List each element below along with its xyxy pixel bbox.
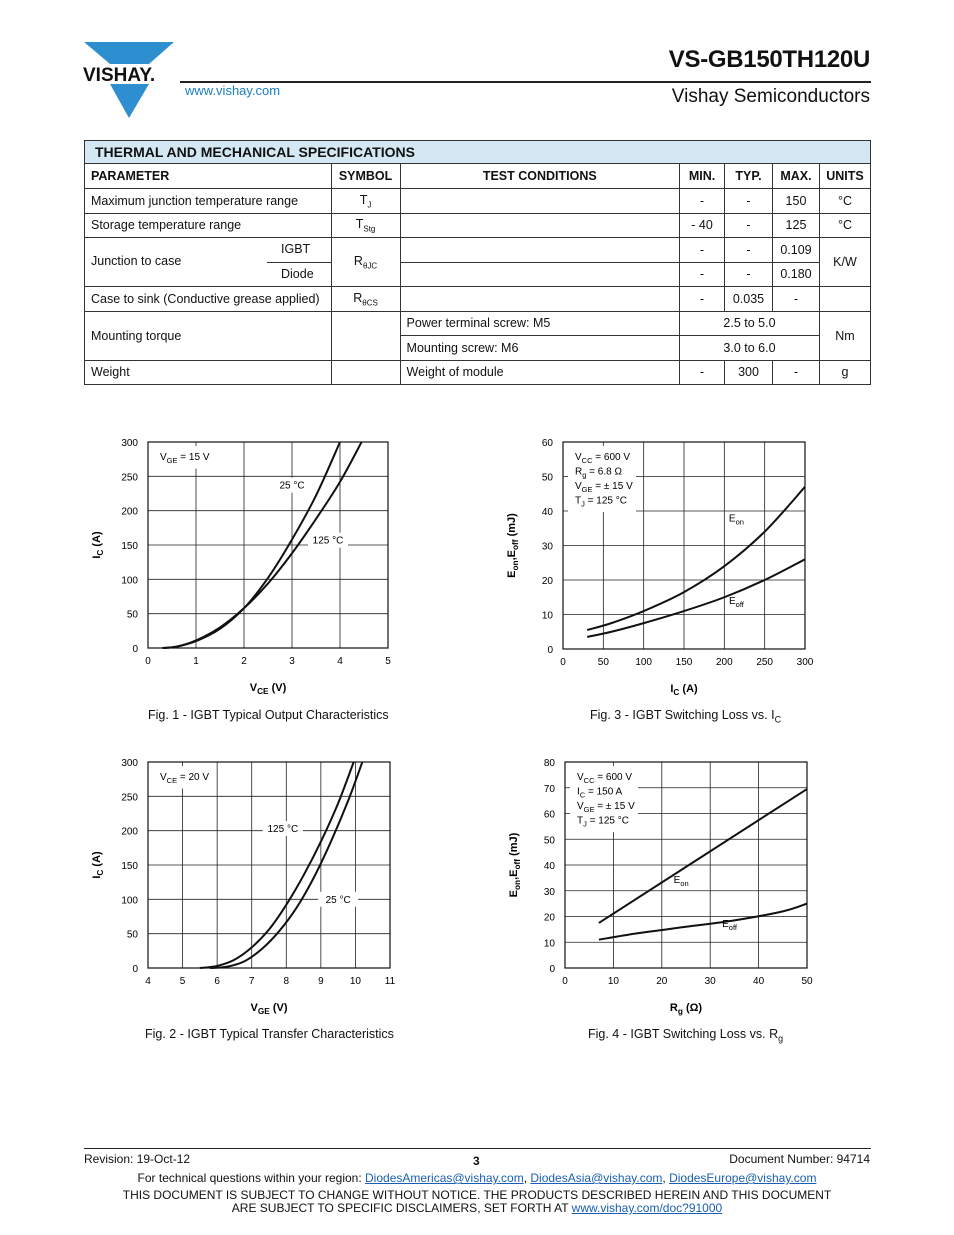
y-tick-label: 30 bbox=[541, 541, 553, 553]
value-cell: 2.5 to 5.0 bbox=[680, 311, 820, 336]
y-tick-label: 250 bbox=[121, 472, 138, 484]
x-tick-label: 7 bbox=[248, 976, 255, 987]
x-tick-label: 0 bbox=[145, 656, 151, 667]
series-label: $E_{on}$ bbox=[673, 875, 689, 889]
disclaimer-line-2: ARE SUBJECT TO SPECIFIC DISCLAIMERS, SET FORTH AT www.vishay.com/doc?91000 bbox=[231, 1201, 723, 1215]
page-number: 3 bbox=[473, 1154, 480, 1168]
x-tick-label: 4 bbox=[145, 976, 151, 987]
logo-text: VISHAY. bbox=[83, 65, 156, 86]
unit-cell: °C bbox=[819, 213, 870, 238]
fig3-switching-loss-ic-chart bbox=[490, 430, 830, 700]
disclaimer-line-1: THIS DOCUMENT IS SUBJECT TO CHANGE WITHOUT NOTICE. THE PRODUCTS DESCRIBED HEREIN AND THIS DOCUMENT bbox=[122, 1188, 832, 1202]
sub-diode: Diode bbox=[281, 267, 314, 281]
annotation-line: $V_{CC} = 600$ V bbox=[577, 772, 633, 785]
fig4-caption: Fig. 4 - IGBT Switching Loss vs. $R_g$ bbox=[588, 1027, 784, 1044]
typ-cell: 300 bbox=[725, 360, 773, 385]
y-tick-label: 200 bbox=[121, 826, 138, 838]
value-cell: 3.0 to 6.0 bbox=[680, 336, 820, 361]
footer-rule bbox=[84, 1148, 871, 1149]
max-cell: - bbox=[772, 287, 819, 312]
grid bbox=[148, 442, 388, 648]
y-tick-label: 60 bbox=[541, 438, 553, 449]
y-tick-label: 0 bbox=[132, 964, 138, 975]
fig1-output-characteristics-chart bbox=[80, 430, 420, 700]
x-tick-label: 0 bbox=[562, 976, 568, 987]
typ-cell: - bbox=[725, 262, 773, 287]
x-tick-label: 10 bbox=[607, 976, 619, 987]
y-tick-label: 50 bbox=[126, 609, 138, 621]
annotation-line: $T_J = 125$ °C bbox=[577, 815, 629, 829]
y-tick-label: 300 bbox=[121, 758, 138, 769]
x-tick-label: 1 bbox=[193, 656, 199, 667]
fig3-caption: Fig. 3 - IGBT Switching Loss vs. $I_C$ bbox=[590, 708, 782, 725]
fig2-transfer-characteristics-chart bbox=[80, 752, 420, 1022]
x-tick-label: 50 bbox=[801, 976, 813, 987]
cond-cell: Power terminal screw: M5 bbox=[400, 311, 679, 336]
cond-cell: Weight of module bbox=[400, 360, 679, 385]
x-tick-label: 100 bbox=[635, 657, 653, 668]
col-header: TEST CONDITIONS bbox=[400, 164, 679, 189]
y-tick-label: 0 bbox=[547, 645, 553, 656]
min-cell: - 40 bbox=[680, 213, 725, 238]
y-axis-label: $E_{on},E_{off}$ (mJ) bbox=[508, 832, 522, 898]
x-axis-label: $I_C$ (A) bbox=[670, 683, 698, 697]
param-cell: Maximum junction temperature range bbox=[85, 189, 332, 214]
y-tick-label: 80 bbox=[543, 758, 555, 769]
y-tick-label: 300 bbox=[121, 438, 138, 449]
fig4-switching-loss-rg-chart bbox=[490, 752, 830, 1022]
y-tick-label: 0 bbox=[549, 964, 555, 975]
unit-cell: K/W bbox=[819, 238, 870, 287]
series-label: 25 °C bbox=[279, 480, 305, 492]
series-line-eoff bbox=[599, 904, 807, 940]
min-cell: - bbox=[680, 238, 725, 263]
table-row bbox=[85, 311, 871, 336]
y-tick-label: 100 bbox=[121, 575, 138, 587]
x-tick-label: 50 bbox=[597, 657, 609, 668]
param-cell: Case to sink (Conductive grease applied) bbox=[85, 287, 332, 312]
x-tick-label: 11 bbox=[384, 976, 396, 987]
unit-cell: °C bbox=[819, 189, 870, 214]
max-cell: 0.180 bbox=[772, 262, 819, 287]
email-americas-link[interactable]: DiodesAmericas@vishay.com bbox=[365, 1171, 524, 1185]
annotation-line: $V_{CC} = 600$ V bbox=[575, 452, 631, 465]
max-cell: 150 bbox=[772, 189, 819, 214]
y-tick-label: 50 bbox=[126, 929, 138, 941]
col-header: MIN. bbox=[680, 164, 725, 189]
table-title: THERMAL AND MECHANICAL SPECIFICATIONS bbox=[85, 141, 871, 164]
param-cell: Junction to case IGBT Diode bbox=[85, 238, 332, 287]
y-tick-label: 50 bbox=[541, 472, 553, 484]
email-asia-link[interactable]: DiodesAsia@vishay.com bbox=[530, 1171, 663, 1185]
y-tick-label: 10 bbox=[543, 938, 555, 950]
y-tick-label: 40 bbox=[543, 861, 555, 872]
param-cell: Storage temperature range bbox=[85, 213, 332, 238]
symbol-cell: $R_{\theta CS}$ bbox=[331, 287, 400, 312]
y-tick-label: 150 bbox=[121, 861, 138, 872]
y-tick-label: 40 bbox=[541, 507, 553, 518]
y-axis-label: $E_{on},E_{off}$ (mJ) bbox=[506, 513, 520, 578]
y-tick-label: 50 bbox=[543, 835, 555, 847]
y-axis-label: $I_C$ (A) bbox=[91, 531, 105, 559]
min-cell: - bbox=[680, 360, 725, 385]
series-label: $E_{on}$ bbox=[728, 513, 744, 527]
fig2-caption: Fig. 2 - IGBT Typical Transfer Characteristics bbox=[145, 1027, 394, 1041]
symbol-cell: $R_{\theta JC}$ bbox=[331, 238, 400, 287]
x-tick-label: 200 bbox=[715, 657, 733, 668]
annotation-line: $R_g = 6.8$ Ω bbox=[575, 466, 622, 480]
symbol-cell: $T_J$ bbox=[331, 189, 400, 214]
col-header: UNITS bbox=[819, 164, 870, 189]
y-axis-label: $I_C$ (A) bbox=[91, 851, 105, 879]
technical-questions: For technical questions within your region: DiodesAmericas@vishay.com, DiodesAsia@vishay.com, DiodesEurope@vishay.com bbox=[137, 1171, 817, 1185]
y-tick-label: 200 bbox=[121, 506, 138, 518]
series-label: $E_{off}$ bbox=[722, 918, 737, 932]
param-cell: Mounting torque bbox=[85, 311, 332, 360]
y-tick-label: 150 bbox=[121, 541, 138, 552]
unit-cell bbox=[819, 287, 870, 312]
col-header: PARAMETER bbox=[85, 164, 332, 189]
symbol-cell bbox=[331, 311, 400, 360]
y-tick-label: 250 bbox=[121, 792, 138, 804]
x-tick-label: 150 bbox=[675, 657, 693, 668]
unit-cell: g bbox=[819, 360, 870, 385]
x-tick-label: 300 bbox=[796, 657, 814, 668]
typ-cell: - bbox=[725, 238, 773, 263]
x-tick-label: 30 bbox=[704, 976, 716, 987]
unit-cell: Nm bbox=[819, 311, 870, 360]
annotation-line: $I_C = 150$ A bbox=[577, 786, 623, 800]
y-tick-label: 70 bbox=[543, 783, 555, 795]
y-tick-label: 60 bbox=[543, 809, 555, 821]
table-row bbox=[85, 213, 871, 238]
cond-cell: Mounting screw: M6 bbox=[400, 336, 679, 361]
max-cell: 125 bbox=[772, 213, 819, 238]
table-row bbox=[85, 238, 871, 263]
max-cell: - bbox=[772, 360, 819, 385]
cond-cell bbox=[400, 262, 679, 287]
typ-cell: - bbox=[725, 189, 773, 214]
annotation-line: $T_J = 125$ °C bbox=[575, 495, 627, 509]
x-tick-label: 8 bbox=[283, 976, 290, 987]
y-tick-label: 100 bbox=[121, 895, 138, 907]
x-tick-label: 5 bbox=[179, 976, 186, 987]
symbol-cell: $T_{Stg}$ bbox=[331, 213, 400, 238]
sub-igbt: IGBT bbox=[281, 242, 311, 256]
email-europe-link[interactable]: DiodesEurope@vishay.com bbox=[669, 1171, 817, 1185]
x-tick-label: 3 bbox=[289, 656, 295, 667]
series-line-eoff bbox=[587, 559, 805, 637]
x-axis-label: $V_{CE}$ (V) bbox=[249, 682, 287, 696]
min-cell: - bbox=[680, 189, 725, 214]
x-tick-label: 2 bbox=[241, 656, 247, 667]
fig1-caption: Fig. 1 - IGBT Typical Output Characteristics bbox=[148, 708, 389, 722]
x-tick-label: 5 bbox=[385, 656, 391, 667]
y-tick-label: 10 bbox=[541, 610, 553, 622]
x-tick-label: 40 bbox=[753, 976, 765, 987]
annotation-line: $V_{GE}$ = ± 15 V bbox=[575, 481, 633, 494]
table-row bbox=[85, 287, 871, 312]
series-label: 25 °C bbox=[325, 894, 351, 906]
x-tick-label: 0 bbox=[560, 657, 566, 668]
vishay-logo bbox=[82, 40, 178, 120]
x-tick-label: 20 bbox=[656, 976, 668, 987]
symbol-cell bbox=[331, 360, 400, 385]
typ-cell: 0.035 bbox=[725, 287, 773, 312]
table-row bbox=[85, 360, 871, 385]
y-tick-label: 0 bbox=[132, 644, 138, 655]
x-tick-label: 6 bbox=[214, 976, 220, 987]
series-label: $E_{off}$ bbox=[728, 596, 744, 610]
disclaimer-link[interactable]: www.vishay.com/doc?91000 bbox=[571, 1201, 723, 1215]
document-number: Document Number: 94714 bbox=[729, 1152, 870, 1166]
header-rule bbox=[180, 81, 871, 83]
param-cell: Weight bbox=[85, 360, 332, 385]
x-tick-label: 4 bbox=[337, 656, 343, 667]
x-tick-label: 10 bbox=[349, 976, 361, 987]
series-label: 125 °C bbox=[267, 824, 299, 836]
x-tick-label: 250 bbox=[756, 657, 774, 668]
cond-cell bbox=[400, 213, 679, 238]
y-tick-label: 30 bbox=[543, 886, 555, 898]
x-axis-label: $R_g$ (Ω) bbox=[669, 1002, 703, 1016]
annotation-line: $V_{GE}$ = ± 15 V bbox=[577, 801, 635, 814]
col-header: SYMBOL bbox=[331, 164, 400, 189]
x-tick-label: 9 bbox=[318, 976, 324, 987]
col-header: MAX. bbox=[772, 164, 819, 189]
table-header-row bbox=[85, 164, 871, 189]
revision-text: Revision: 19-Oct-12 bbox=[84, 1152, 191, 1166]
grid bbox=[148, 762, 390, 968]
x-axis-label: $V_{GE}$ (V) bbox=[250, 1002, 288, 1016]
col-header: TYP. bbox=[725, 164, 773, 189]
y-tick-label: 20 bbox=[541, 576, 553, 587]
typ-cell: - bbox=[725, 213, 773, 238]
part-number-title: VS-GB150TH120U bbox=[668, 46, 870, 73]
annotation-line: $V_{GE} = 15$ V bbox=[160, 452, 210, 465]
cond-cell bbox=[400, 189, 679, 214]
y-tick-label: 20 bbox=[543, 912, 555, 924]
min-cell: - bbox=[680, 262, 725, 287]
thermal-mechanical-table bbox=[84, 140, 871, 385]
annotation-line: $V_{CE} = 20$ V bbox=[160, 772, 210, 785]
company-subtitle: Vishay Semiconductors bbox=[671, 86, 870, 107]
min-cell: - bbox=[680, 287, 725, 312]
website-link[interactable]: www.vishay.com bbox=[185, 83, 281, 98]
cond-cell bbox=[400, 238, 679, 263]
cond-cell bbox=[400, 287, 679, 312]
series-label: 125 °C bbox=[312, 535, 344, 547]
max-cell: 0.109 bbox=[772, 238, 819, 263]
table-row bbox=[85, 189, 871, 214]
